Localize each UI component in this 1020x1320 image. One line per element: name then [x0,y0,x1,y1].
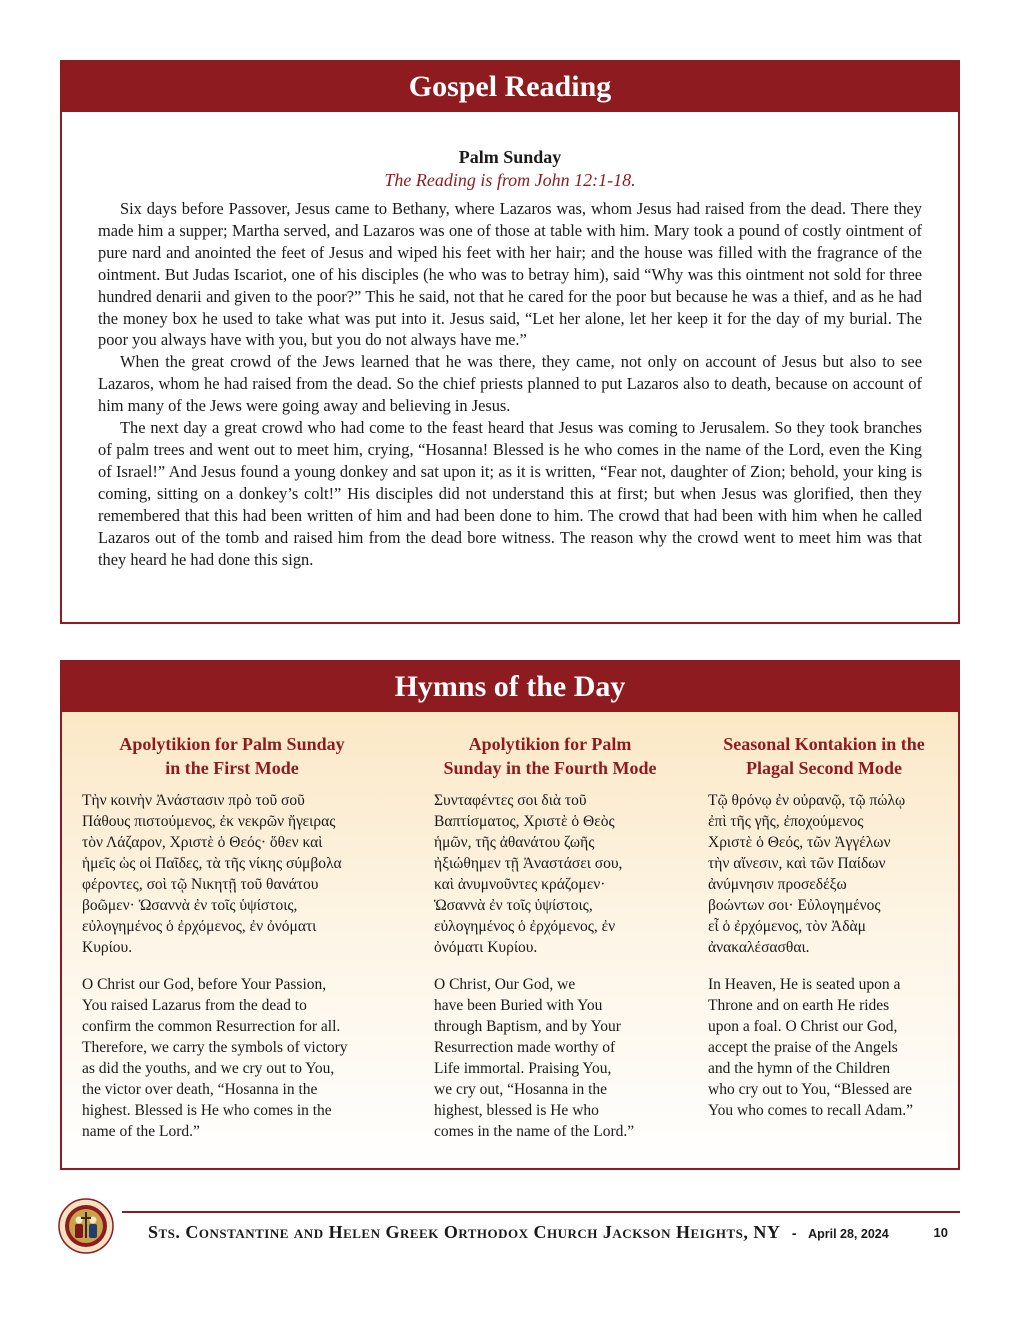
church-seal-icon [58,1198,114,1254]
footer-church-name: Sts. Constantine and Helen Greek Orthodox Church Jackson Heights, NY [148,1222,781,1242]
hymns-body [62,712,958,1168]
hymn-title: Apolytikion for Palm Sunday in the Fourth Mode [443,734,657,778]
gospel-paragraph: The next day a great crowd who had come to the feast heard that Jesus was coming to Jerusalem. So they took branches of palm trees and went out to meet him, crying, “Hosanna! Blessed is he who comes in the name of the Lord, even the King of Israel!” And Jesus found a young donkey and sat upon it; as it is written, “Fear not, daughter of Zion; behold, your king is coming, sitting on a donkey’s colt!” His disciples did not understand this at first; but when Jesus was glorified, then they remembered that this had been written of him and had been done to him. The crowd that had been with him when he called Lazaros out of the tomb and raised him from the dead bore witness. The reason why the crowd went to meet him was that they heard he had done this sign. [98,418,922,569]
hymn-greek-text: Τῷ θρόνῳ ἐν οὐρανῷ, τῷ πώλῳ ἐπὶ τῆς γῆς, ἐποχούμενος Χριστὲ ὁ Θεός, τῶν Ἀγγέλων τὴν αἴνεσιν, καὶ τῶν Παίδων ἀνύμνησιν προσεδέξω βοώντων σοι· Εὐλογημένος εἶ ὁ ἐρχόμενος, τὸν Ἀδὰμ ἀνακαλέσασθαι. [708,792,906,956]
gospel-title: Palm Sunday [458,147,562,167]
gospel-reading-body [62,112,958,570]
hymns-panel [60,660,960,1170]
footer-date: April 28, 2024 [808,1227,889,1241]
hymn-column [82,732,382,1142]
hymn-column [708,732,940,1121]
hymn-title: Seasonal Kontakion in the Plagal Second Mode [723,734,925,778]
footer-line [148,1222,889,1243]
gospel-reading-panel [60,60,960,624]
page-number: 10 [933,1225,948,1240]
hymn-title: Apolytikion for Palm Sunday in the First Mode [119,734,345,778]
gospel-paragraph: Six days before Passover, Jesus came to Bethany, where Lazaros was, whom Jesus had raised from the dead. There they made him a supper; Martha served, and Lazaros was one of those at table with him. Mary took a pound of costly ointment of pure nard and anointed the feet of Jesus and wiped his feet with her hair; and the house was filled with the fragrance of the ointment. But Judas Iscariot, one of his disciples (he who was to betray him), said “Why was this ointment not sold for three hundred denarii and given to the poor?” This he said, not that he cared for the poor but because he was a thief, and as he had the money box he used to take what was put into it. Jesus said, “Let her alone, let her keep it for the day of my burial. The poor you always have with you, but you do not always have me.” [98,199,922,350]
hymn-english-text: O Christ, Our God, we have been Buried with You through Baptism, and by Your Resurrection made worthy of Life immortal. Praising You, we cry out, “Hosanna in the highest, blessed is He who comes in the name of the Lord.” [434,976,635,1140]
hymn-greek-text: Συνταφέντες σοι διὰ τοῦ Βαπτίσματος, Χριστὲ ὁ Θεὸς ἡμῶν, τῆς ἀθανάτου ζωῆς ἠξιώθημεν τῇ Ἀναστάσει σου, καὶ ἀνυμνοῦντες κράζομεν· Ὡσαννὰ ἐν τοῖς ὑψίστοις, εὐλογημένος ὁ ἐρχόμενος, ἐν ὀνόματι Κυρίου. [434,792,623,956]
hymn-greek-text: Τὴν κοινὴν Ἀνάστασιν πρὸ τοῦ σοῦ Πάθους πιστούμενος, ἐκ νεκρῶν ἤγειρας τὸν Λάζαρον, Χριστὲ ὁ Θεός· ὅθεν καὶ ἡμεῖς ὡς οἱ Παῖδες, τὰ τῆς νίκης σύμβολα φέροντες, σοὶ τῷ Νικητῇ τοῦ θανάτου βοῶμεν· Ὡσαννὰ ἐν τοῖς ὑψίστοις, εὐλογημένος ὁ ἐρχόμενος, ἐν ὀνόματι Κυρίου. [82,792,342,956]
footer-separator: - [791,1225,797,1241]
hymn-english-text: O Christ our God, before Your Passion, You raised Lazarus from the dead to confirm the common Resurrection for all. Therefore, we carry the symbols of victory as did the youths, and we cry out to You, the victor over death, “Hosanna in the highest. Blessed is He who comes in the name of the Lord.” [82,976,348,1140]
gospel-subtitle: The Reading is from John 12:1-18. [384,170,636,190]
footer-divider [122,1211,960,1213]
hymn-column [434,732,666,1142]
gospel-reading-header: Gospel Reading [62,62,958,112]
hymns-header: Hymns of the Day [62,662,958,712]
hymn-english-text: In Heaven, He is seated upon a Throne and on earth He rides upon a foal. O Christ our God, accept the praise of the Angels and the hymn of the Children who cry out to You, “Blessed are You who comes to recall Adam.” [708,976,914,1119]
gospel-paragraph: When the great crowd of the Jews learned that he was there, they came, not only on account of Jesus but also to see Lazaros, whom he had raised from the dead. So the chief priests planned to put Lazaros also to death, because on account of him many of the Jews were going away and believing in Jesus. [98,352,922,416]
